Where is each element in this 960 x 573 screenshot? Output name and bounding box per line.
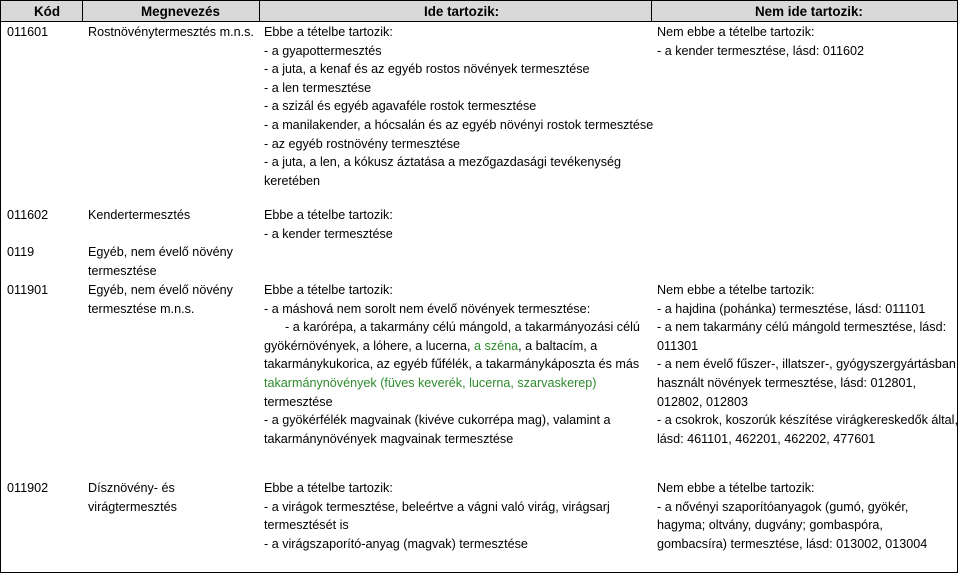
row-011901-inc-1: - a máshová nem sorolt nem évelő növények termesztése: bbox=[264, 301, 591, 316]
row-011901-inc-7: - a gyökérfélék magvainak (kivéve cukorrépa mag), valamint a bbox=[264, 413, 611, 428]
grid-line bbox=[651, 0, 652, 22]
row-011901-inc-6: termesztése bbox=[264, 394, 333, 409]
row-011601-inc-2: - a juta, a kenaf és az egyéb rostos növények termesztése bbox=[264, 62, 590, 77]
row-011901-exc-0: Nem ebbe a tételbe tartozik: bbox=[657, 283, 815, 297]
grid-line bbox=[259, 0, 260, 22]
row-011901-exc-1: - a hajdina (pohánka) termesztése, lásd: 011101 bbox=[657, 301, 926, 316]
row-011902-exc-3: gombacsíra) termesztése, lásd: 013002, 013004 bbox=[657, 536, 928, 551]
row-011901-inc-3 bbox=[264, 337, 597, 356]
row-011902-exc-1: - a nővényi szaporítóanyagok (gumó, gyökér, bbox=[657, 499, 909, 514]
row-0119-name-0: Egyéb, nem évelő növény bbox=[88, 245, 233, 259]
row-011901-exc-2: - a nem takarmány célú mángold termesztése, lásd: bbox=[657, 320, 947, 335]
row-011902-inc-0: Ebbe a tételbe tartozik: bbox=[264, 481, 393, 495]
row-011901-exc-7: - a csokrok, koszorúk készítése virágkereskedők által, bbox=[657, 413, 958, 428]
row-011602-name: Kendertermesztés bbox=[88, 208, 191, 222]
row-011901-exc-4: - a nem évelő fűszer-, illatszer-, gyógyszergyártásban bbox=[657, 357, 956, 372]
row-011901-inc-3-green: a széna bbox=[474, 338, 519, 353]
row-011602-code: 011602 bbox=[7, 208, 49, 222]
row-011601-inc-1: - a gyapottermesztés bbox=[264, 43, 382, 58]
row-011601-inc-7: - a juta, a len, a kókusz áztatása a mezőgazdasági tevékenység bbox=[264, 155, 622, 170]
row-011901-inc-8: takarmánynövények magvainak termesztése bbox=[264, 431, 514, 446]
row-011901-inc-2: - a karórépa, a takarmány célú mángold, a takarmányozási célú bbox=[285, 320, 640, 335]
row-011901-exc-5: használt növények termesztése, lásd: 012801, bbox=[657, 376, 917, 390]
row-011901-inc-3b: , a baltacím, a bbox=[518, 338, 598, 353]
header-nem-ide-tartozik: Nem ide tartozik: bbox=[755, 4, 863, 19]
row-011601-inc-6: - az egyéb rostnövény termesztése bbox=[264, 136, 460, 151]
row-0119-name-1: termesztése bbox=[88, 263, 157, 278]
row-0119-code: 0119 bbox=[7, 245, 35, 259]
row-011601-exc-0: Nem ebbe a tételbe tartozik: bbox=[657, 25, 815, 39]
row-011902-inc-3: - a virágszaporító-anyag (magvak) termesztése bbox=[264, 536, 528, 551]
row-011902-exc-0: Nem ebbe a tételbe tartozik: bbox=[657, 481, 815, 495]
row-011601-inc-8: keretében bbox=[264, 173, 321, 188]
row-011902-exc-2: hagyma; oltvány, dugvány; gombaspóra, bbox=[657, 518, 883, 533]
row-011901-name-1: termesztése m.n.s. bbox=[88, 301, 195, 316]
header-megnevezes: Megnevezés bbox=[141, 4, 220, 19]
row-011601-inc-5: - a manilakender, a hócsalán és az egyéb növényi rostok termesztése bbox=[264, 118, 654, 132]
row-011901-name-0: Egyéb, nem évelő növény bbox=[88, 283, 233, 297]
row-011902-code: 011902 bbox=[7, 481, 49, 495]
row-011902-inc-2: termesztését is bbox=[264, 518, 349, 533]
grid-line bbox=[0, 0, 1, 573]
row-011601-inc-3: - a len termesztése bbox=[264, 80, 372, 95]
row-011902-name-0: Dísznövény- és bbox=[88, 481, 175, 495]
row-011902-name-1: virágtermesztés bbox=[88, 499, 177, 514]
row-011901-inc-head: Ebbe a tételbe tartozik: bbox=[264, 283, 393, 297]
header-kod: Kód bbox=[34, 4, 61, 19]
row-011901-exc-3: 011301 bbox=[657, 338, 699, 353]
table-header bbox=[0, 0, 958, 22]
row-011901-inc-5: takarmánynövények (füves keverék, lucerna, szarvaskerep) bbox=[264, 376, 597, 390]
row-011601-inc-0: Ebbe a tételbe tartozik: bbox=[264, 25, 393, 39]
row-011602-inc-0: Ebbe a tételbe tartozik: bbox=[264, 208, 393, 222]
row-011601-exc-1: - a kender termesztése, lásd: 011602 bbox=[657, 43, 864, 58]
row-011601-code: 011601 bbox=[7, 25, 49, 39]
row-011901-exc-8: lásd: 461101, 462201, 462202, 477601 bbox=[657, 431, 876, 446]
header-ide-tartozik: Ide tartozik: bbox=[424, 4, 500, 19]
row-011901-code: 011901 bbox=[7, 283, 49, 297]
row-011601-name: Rostnövénytermesztés m.n.s. bbox=[88, 25, 254, 39]
row-011902-inc-1: - a virágok termesztése, beleértve a vágni való virág, virágsarj bbox=[264, 499, 610, 514]
row-011601-inc-4: - a szizál és egyéb agavaféle rostok termesztése bbox=[264, 99, 537, 114]
row-011901-inc-4: takarmánykukorica, az egyéb fűfélék, a takarmánykáposzta és más bbox=[264, 357, 640, 372]
grid-line bbox=[82, 0, 83, 22]
row-011901-exc-6: 012802, 012803 bbox=[657, 394, 749, 409]
grid-line bbox=[957, 0, 958, 573]
row-011901-inc-3a: gyökérnövények, a lóhere, a lucerna, bbox=[264, 338, 475, 353]
row-011602-inc-1: - a kender termesztése bbox=[264, 226, 393, 241]
